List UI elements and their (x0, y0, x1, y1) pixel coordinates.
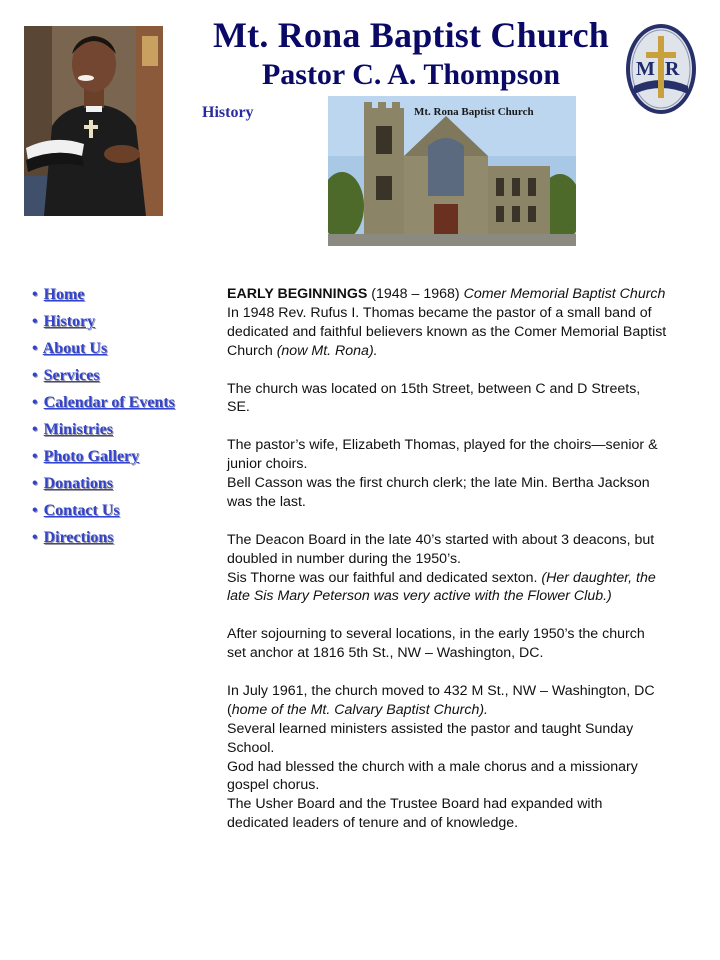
bullet-icon: • (32, 340, 38, 357)
paragraph-7: After sojourning to several locations, in the early 1950’s the church set anchor at 1816 5th St., NW – Washington, DC. (227, 626, 645, 662)
paragraph-6-text: Sis Thorne was our faithful and dedicated sexton. (227, 569, 542, 586)
bullet-icon: • (32, 313, 38, 330)
paragraph-6 (227, 569, 667, 607)
paragraph-5: The Deacon Board in the late 40’s started with about 3 deacons, but doubled in number during the 1950’s. (227, 531, 655, 567)
paragraph-1 (227, 304, 667, 361)
paragraph-8-italic: home of the Mt. Calvary Baptist Church). (231, 701, 488, 718)
church-illustration (328, 96, 576, 246)
nav-item-directions[interactable] (32, 529, 222, 556)
pastor-subtitle: Pastor C. A. Thompson (261, 58, 561, 91)
article-heading (227, 285, 667, 304)
bullet-icon: • (32, 421, 38, 438)
nav-item-photo-gallery[interactable] (32, 448, 222, 475)
bullet-icon: • (32, 475, 38, 492)
heading-italic: Comer Memorial Baptist Church (463, 286, 666, 302)
bullet-icon: • (32, 367, 38, 384)
heading-bold: EARLY BEGINNINGS (227, 286, 368, 302)
paragraph-1-italic: (now Mt. Rona). (276, 342, 378, 359)
paragraph-2: The church was located on 15th Street, between C and D Streets, SE. (227, 380, 641, 416)
nav-item-calendar-of-events[interactable] (32, 394, 222, 421)
section-label: History (202, 104, 254, 121)
bullet-icon: • (32, 394, 38, 411)
bullet-icon: • (32, 286, 38, 303)
history-article (227, 285, 667, 833)
nav-item-contact-us[interactable] (32, 502, 222, 529)
church-photo (328, 96, 576, 246)
church-logo (624, 22, 698, 116)
paragraph-8 (227, 682, 667, 720)
nav-link-directions[interactable]: Directions (43, 529, 114, 546)
paragraph-8-text: In July 1961, the church moved to 432 M St., NW – Washington, DC ( (227, 682, 655, 718)
nav-item-history[interactable] (32, 313, 222, 340)
paragraph-6-italic: (Her daughter, the late Sis Mary Peterson was very active with the Flower Club.) (227, 569, 656, 605)
nav-link-history[interactable]: History (43, 313, 96, 330)
nav-item-about-us[interactable] (32, 340, 222, 367)
nav-item-services[interactable] (32, 367, 222, 394)
side-navigation (32, 286, 222, 556)
bullet-icon: • (32, 448, 38, 465)
nav-item-ministries[interactable] (32, 421, 222, 448)
nav-link-about-us[interactable]: About Us (42, 340, 108, 357)
pastor-photo (24, 26, 163, 216)
logo-letters: MR (636, 58, 690, 80)
nav-link-contact-us[interactable]: Contact Us (43, 502, 120, 519)
paragraph-3: The pastor’s wife, Elizabeth Thomas, played for the choirs—senior & junior choirs. (227, 437, 658, 473)
paragraph-11: The Usher Board and the Trustee Board had expanded with dedicated leaders of tenure and of knowledge. (227, 796, 603, 832)
paragraph-1-text: In 1948 Rev. Rufus I. Thomas became the pastor of a small band of dedicated and faithful believers known as the Comer Memorial Baptist Church (227, 304, 667, 359)
nav-link-donations[interactable]: Donations (43, 475, 113, 492)
page-title: Mt. Rona Baptist Church (213, 15, 609, 55)
nav-item-donations[interactable] (32, 475, 222, 502)
nav-item-home[interactable] (32, 286, 222, 313)
nav-link-services[interactable]: Services (43, 367, 100, 384)
nav-link-home[interactable]: Home (43, 286, 85, 303)
nav-link-photo-gallery[interactable]: Photo Gallery (43, 448, 140, 465)
paragraph-9: Several learned ministers assisted the pastor and taught Sunday School. (227, 720, 634, 756)
nav-link-calendar-of-events[interactable]: Calendar of Events (43, 394, 175, 411)
church-photo-caption: Mt. Rona Baptist Church (414, 106, 534, 118)
pastor-illustration (24, 26, 163, 216)
heading-dates: (1948 – 1968) (367, 286, 464, 302)
bullet-icon: • (32, 529, 38, 546)
paragraph-4: Bell Casson was the first church clerk; the late Min. Bertha Jackson was the last. (227, 475, 650, 510)
nav-link-ministries[interactable]: Ministries (43, 421, 113, 438)
bullet-icon: • (32, 502, 38, 519)
paragraph-10: God had blessed the church with a male chorus and a missionary gospel chorus. (227, 758, 638, 794)
